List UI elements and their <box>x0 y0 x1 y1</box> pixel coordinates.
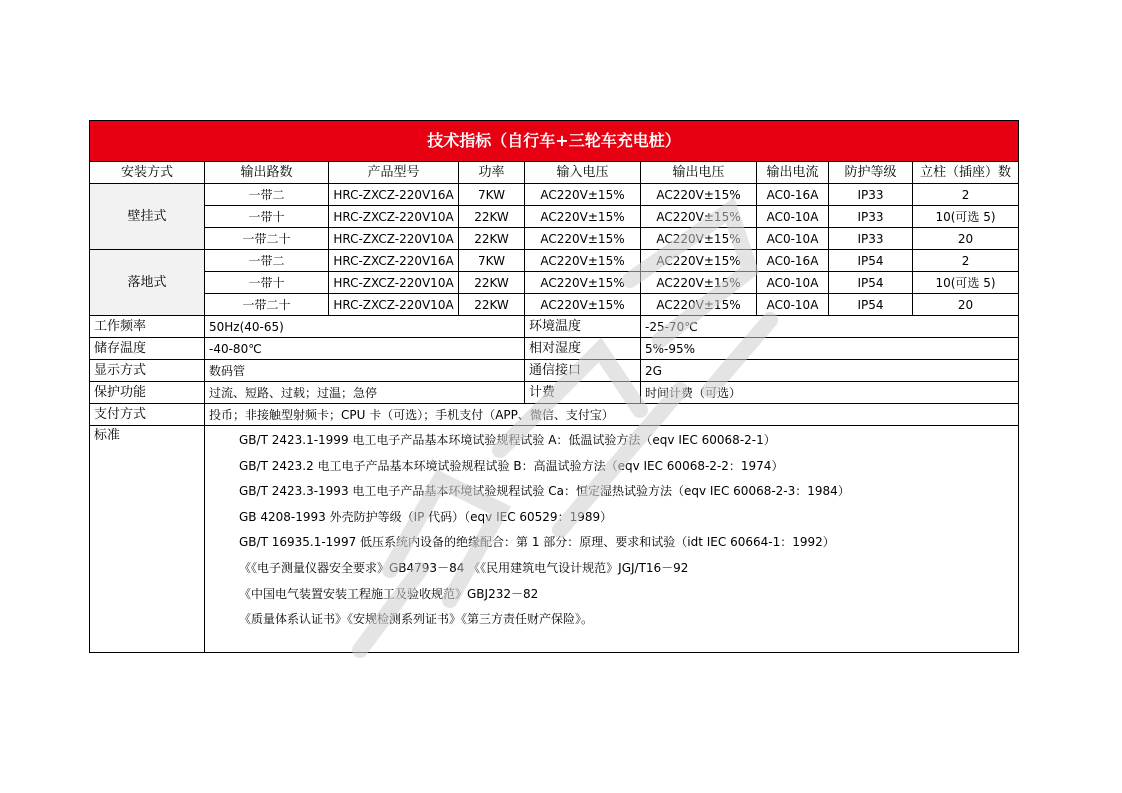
table-cell: IP54 <box>829 250 913 272</box>
table-cell: AC220V±15% <box>525 250 641 272</box>
table-cell: 20 <box>913 228 1019 250</box>
table-cell: AC0-10A <box>757 206 829 228</box>
column-header: 输出电压 <box>641 162 757 184</box>
install-type-cell: 落地式 <box>90 250 205 316</box>
param-value: 时间计费（可选） <box>641 382 1019 404</box>
column-header: 输出路数 <box>205 162 329 184</box>
table-cell: 2 <box>913 184 1019 206</box>
column-header: 安装方式 <box>90 162 205 184</box>
standard-item: 《中国电气装置安装工程施工及验收规范》GBJ232－82 <box>239 586 539 601</box>
standard-item: GB 4208-1993 外壳防护等级（IP 代码）（eqv IEC 60529：1989） <box>239 509 613 524</box>
table-cell: 22KW <box>459 206 525 228</box>
param-label: 工作频率 <box>90 316 205 338</box>
table-cell: 一带二十 <box>205 294 329 316</box>
table-cell: 一带十 <box>205 272 329 294</box>
param-value: 过流、短路、过载；过温；急停 <box>205 382 525 404</box>
param-value: 5%-95% <box>641 338 1019 360</box>
table-row <box>90 272 1019 294</box>
column-header: 输出电流 <box>757 162 829 184</box>
payment-label: 支付方式 <box>90 404 205 426</box>
standard-item: GB/T 2423.2 电工电子产品基本环境试验规程试验 B：高温试验方法（eqv IEC 60068-2-2：1974） <box>239 458 784 473</box>
param-row <box>90 382 1019 404</box>
table-cell: 10(可选 5) <box>913 272 1019 294</box>
standard-item: GB/T 16935.1-1997 低压系统内设备的绝缘配合：第 1 部分：原理、要求和试验（idt IEC 60664-1：1992） <box>239 535 835 550</box>
standard-item: 《《电子测量仪器安全要求》GB4793－84 《《民用建筑电气设计规范》JGJ/T16－92 <box>239 560 689 575</box>
param-row <box>90 316 1019 338</box>
spec-sheet <box>89 120 1018 653</box>
column-header: 功率 <box>459 162 525 184</box>
param-row <box>90 360 1019 382</box>
table-cell: 一带十 <box>205 206 329 228</box>
table-cell: 20 <box>913 294 1019 316</box>
table-cell: AC0-10A <box>757 272 829 294</box>
param-value: 数码管 <box>205 360 525 382</box>
table-cell: AC220V±15% <box>525 272 641 294</box>
param-label: 环境温度 <box>525 316 641 338</box>
column-header: 输入电压 <box>525 162 641 184</box>
table-row <box>90 228 1019 250</box>
table-cell: HRC-ZXCZ-220V10A <box>329 294 459 316</box>
table-cell: AC220V±15% <box>641 250 757 272</box>
table-cell: HRC-ZXCZ-220V10A <box>329 272 459 294</box>
header-row <box>90 162 1019 184</box>
table-cell: HRC-ZXCZ-220V10A <box>329 228 459 250</box>
standard-item: GB/T 2423.3-1993 电工电子产品基本环境试验规程试验 Ca：恒定湿热试验方法（eqv IEC 60068-2-3：1984） <box>239 484 850 499</box>
param-value: -40-80℃ <box>205 338 525 360</box>
table-cell: 10(可选 5) <box>913 206 1019 228</box>
payment-row <box>90 404 1019 426</box>
install-type-cell: 壁挂式 <box>90 184 205 250</box>
table-cell: 22KW <box>459 294 525 316</box>
param-row <box>90 338 1019 360</box>
param-value: -25-70℃ <box>641 316 1019 338</box>
table-cell: HRC-ZXCZ-220V16A <box>329 184 459 206</box>
standards-list <box>205 426 1018 633</box>
table-cell: AC220V±15% <box>641 294 757 316</box>
table-row <box>90 184 1019 206</box>
table-cell: 22KW <box>459 272 525 294</box>
table-cell: AC0-10A <box>757 228 829 250</box>
table-row <box>90 250 1019 272</box>
table-cell: 一带二十 <box>205 228 329 250</box>
standard-item: 《质量体系认证书》《安规检测系列证书》《第三方责任财产保险》。 <box>239 612 594 627</box>
table-cell: AC220V±15% <box>525 228 641 250</box>
spec-table <box>89 120 1019 653</box>
table-cell: AC220V±15% <box>641 272 757 294</box>
table-title: 技术指标（自行车+三轮车充电桩） <box>90 121 1019 162</box>
standards-label: 标准 <box>90 426 205 653</box>
standards-row <box>90 426 1019 653</box>
table-cell: IP33 <box>829 206 913 228</box>
param-label: 通信接口 <box>525 360 641 382</box>
column-header: 产品型号 <box>329 162 459 184</box>
table-cell: AC0-10A <box>757 294 829 316</box>
table-cell: 7KW <box>459 250 525 272</box>
table-cell: HRC-ZXCZ-220V16A <box>329 250 459 272</box>
table-cell: AC220V±15% <box>525 184 641 206</box>
column-header: 防护等级 <box>829 162 913 184</box>
param-label: 相对湿度 <box>525 338 641 360</box>
table-cell: AC0-16A <box>757 184 829 206</box>
param-value: 2G <box>641 360 1019 382</box>
table-cell: AC220V±15% <box>641 184 757 206</box>
table-cell: IP54 <box>829 294 913 316</box>
table-cell: 2 <box>913 250 1019 272</box>
table-cell: HRC-ZXCZ-220V10A <box>329 206 459 228</box>
table-row <box>90 294 1019 316</box>
table-cell: 一带二 <box>205 250 329 272</box>
table-cell: 一带二 <box>205 184 329 206</box>
param-value: 50Hz(40-65) <box>205 316 525 338</box>
standards-cell <box>205 426 1019 653</box>
table-cell: AC220V±15% <box>525 206 641 228</box>
table-cell: AC220V±15% <box>641 206 757 228</box>
column-header: 立柱（插座）数 <box>913 162 1019 184</box>
table-cell: IP54 <box>829 272 913 294</box>
table-cell: 22KW <box>459 228 525 250</box>
table-cell: AC0-16A <box>757 250 829 272</box>
table-cell: 7KW <box>459 184 525 206</box>
table-cell: IP33 <box>829 228 913 250</box>
standard-item: GB/T 2423.1-1999 电工电子产品基本环境试验规程试验 A：低温试验方法（eqv IEC 60068-2-1） <box>239 433 776 447</box>
table-cell: IP33 <box>829 184 913 206</box>
param-label: 计费 <box>525 382 641 404</box>
param-label: 保护功能 <box>90 382 205 404</box>
param-label: 储存温度 <box>90 338 205 360</box>
table-row <box>90 206 1019 228</box>
table-cell: AC220V±15% <box>525 294 641 316</box>
param-label: 显示方式 <box>90 360 205 382</box>
payment-value: 投币；非接触型射频卡；CPU 卡（可选）；手机支付（APP、微信、支付宝） <box>205 404 1019 426</box>
table-cell: AC220V±15% <box>641 228 757 250</box>
